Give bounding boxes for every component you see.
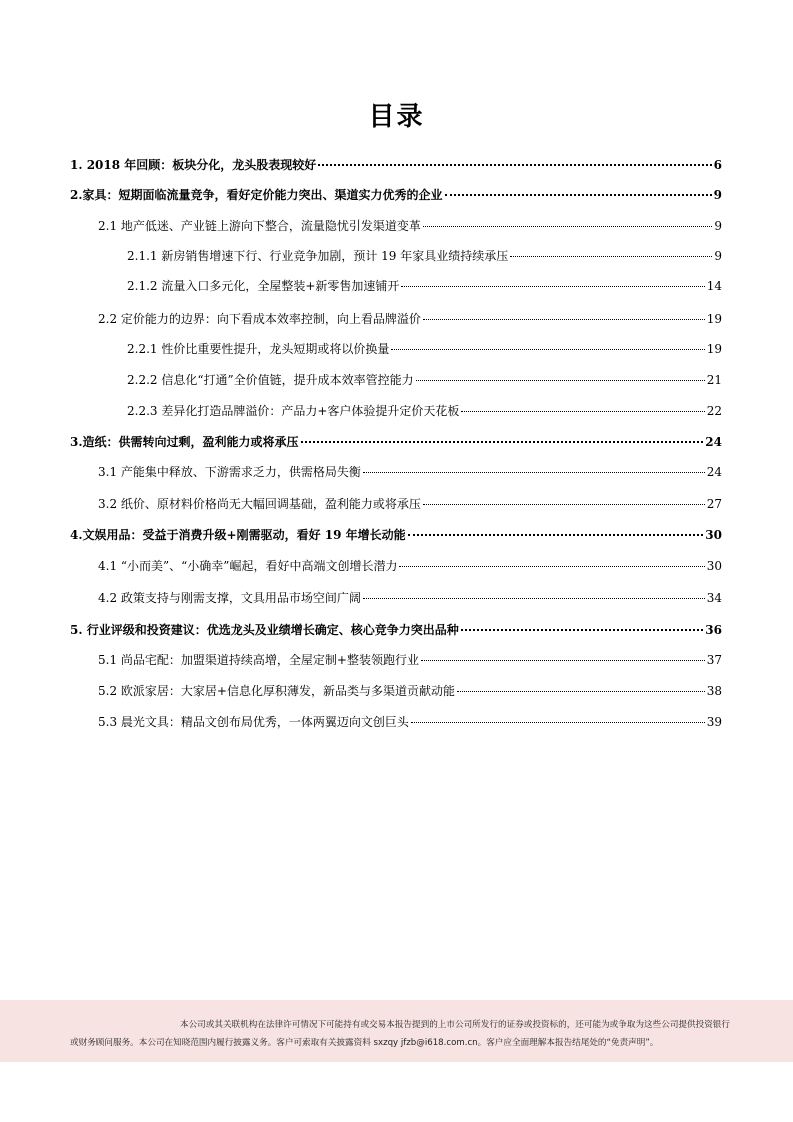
toc-leader-dots (445, 194, 712, 196)
toc-entry[interactable] (70, 434, 722, 450)
toc-page-number: 34 (706, 591, 722, 605)
toc-leader-dots (399, 566, 704, 567)
toc-entry-label: 2.1.1 新房销售增速下行、行业竞争加剧，预计 19 年家具业绩持续承压 (127, 249, 509, 263)
toc-entry[interactable] (98, 464, 722, 480)
toc-leader-dots (363, 472, 705, 473)
toc-page-number: 19 (706, 342, 722, 356)
toc-entry-label: 4.文娱用品：受益于消费升级+刚需驱动，看好 19 年增长动能 (70, 528, 406, 542)
toc-leader-dots (318, 164, 711, 166)
toc-page-number: 9 (714, 219, 722, 233)
toc-entry[interactable] (98, 652, 722, 668)
toc-entry-label: 3.造纸：供需转向过剩，盈利能力或将承压 (70, 435, 299, 449)
toc-entry[interactable] (127, 248, 722, 264)
disclaimer-footer (0, 1000, 793, 1062)
toc-entry-label: 2.2 定价能力的边界：向下看成本效率控制，向上看品牌溢价 (98, 312, 421, 326)
disclaimer-line-1: 本公司或其关联机构在法律许可情况下可能持有或交易本报告提到的上市公司所发行的证券或投资标的，还可能为或争取为这些公司提供投资银行 (179, 1020, 730, 1030)
toc-entry[interactable] (127, 341, 722, 357)
disclaimer-line-2: 或财务顾问服务。本公司在知晓范围内履行披露义务。客户可索取有关披露资料 sxzqy jfzb@i618.com.cn。客户应全面理解本报告结尾处的“免责声明”。 (70, 1038, 659, 1048)
toc-page-number: 24 (706, 465, 722, 479)
toc-entry[interactable] (70, 157, 722, 173)
toc-leader-dots (363, 598, 705, 599)
toc-leader-dots (423, 226, 712, 227)
toc-entry-label: 5. 行业评级和投资建议：优选龙头及业绩增长确定、核心竞争力突出品种 (70, 623, 459, 637)
toc-leader-dots (461, 629, 704, 631)
toc-entry[interactable] (127, 403, 722, 419)
toc-leader-dots (423, 504, 705, 505)
toc-page-number: 30 (705, 528, 722, 542)
toc-entry-label: 1. 2018 年回顾：板块分化，龙头股表现较好 (70, 158, 317, 172)
toc-leader-dots (416, 380, 705, 381)
toc-entry[interactable] (98, 311, 722, 327)
toc-page-number: 38 (706, 684, 722, 698)
page-title: 目录 (368, 102, 425, 132)
toc-entry[interactable] (127, 278, 722, 294)
toc-entry-label: 2.2.3 差异化打造品牌溢价：产品力+客户体验提升定价天花板 (127, 404, 460, 418)
toc-entry[interactable] (98, 714, 722, 730)
toc-entry-label: 2.1.2 流量入口多元化，全屋整装+新零售加速铺开 (127, 279, 400, 293)
toc-page-number: 19 (706, 312, 722, 326)
toc-entry-label: 2.1 地产低迷、产业链上游向下整合，流量隐忧引发渠道变革 (98, 219, 421, 233)
toc-entry-label: 5.1 尚品宅配：加盟渠道持续高增，全屋定制+整装领跑行业 (98, 653, 419, 667)
toc-page-number: 9 (714, 249, 722, 263)
toc-entry-label: 4.1 “小而美”、“小确幸”崛起，看好中高端文创增长潜力 (98, 559, 398, 573)
toc-entry-label: 3.1 产能集中释放、下游需求乏力，供需格局失衡 (98, 465, 361, 479)
toc-entry-label: 2.2.1 性价比重要性提升，龙头短期或将以价换量 (127, 342, 390, 356)
toc-entry[interactable] (70, 527, 722, 543)
toc-entry[interactable] (98, 218, 722, 234)
toc-page-number: 14 (706, 279, 722, 293)
toc-page-number: 6 (713, 158, 722, 172)
toc-leader-dots (391, 349, 704, 350)
toc-entry[interactable] (98, 496, 722, 512)
toc-entry[interactable] (98, 683, 722, 699)
toc-leader-dots (301, 441, 704, 443)
toc-leader-dots (408, 534, 704, 536)
toc-entry-label: 3.2 纸价、原材料价格尚无大幅回调基础，盈利能力或将承压 (98, 497, 421, 511)
toc-page-number: 22 (706, 404, 722, 418)
toc-page-number: 39 (706, 715, 722, 729)
toc-page-number: 9 (713, 188, 722, 202)
toc-page-number: 36 (705, 623, 722, 637)
toc-leader-dots (411, 722, 705, 723)
toc-leader-dots (401, 286, 704, 287)
toc-entry-label: 4.2 政策支持与刚需支撑，文具用品市场空间广阔 (98, 591, 361, 605)
toc-page-number: 27 (706, 497, 722, 511)
toc-leader-dots (457, 691, 705, 692)
toc-leader-dots (421, 660, 705, 661)
toc-page-number: 24 (705, 435, 722, 449)
toc-leader-dots (461, 411, 704, 412)
toc-entry[interactable] (127, 372, 722, 388)
toc-leader-dots (423, 319, 705, 320)
toc-page-number: 37 (706, 653, 722, 667)
toc-page-number: 21 (706, 373, 722, 387)
toc-entry-label: 2.家具：短期面临流量竞争，看好定价能力突出、渠道实力优秀的企业 (70, 188, 443, 202)
toc-entry[interactable] (98, 558, 722, 574)
toc-page-number: 30 (706, 559, 722, 573)
toc-entry-label: 5.3 晨光文具：精品文创布局优秀，一体两翼迈向文创巨头 (98, 715, 409, 729)
toc-entry-label: 5.2 欧派家居：大家居+信息化厚积薄发，新品类与多渠道贡献动能 (98, 684, 455, 698)
toc-entry-label: 2.2.2 信息化“打通”全价值链，提升成本效率管控能力 (127, 373, 414, 387)
toc-leader-dots (510, 256, 712, 257)
toc-entry[interactable] (70, 187, 722, 203)
toc-entry[interactable] (98, 590, 722, 606)
toc-entry[interactable] (70, 622, 722, 638)
